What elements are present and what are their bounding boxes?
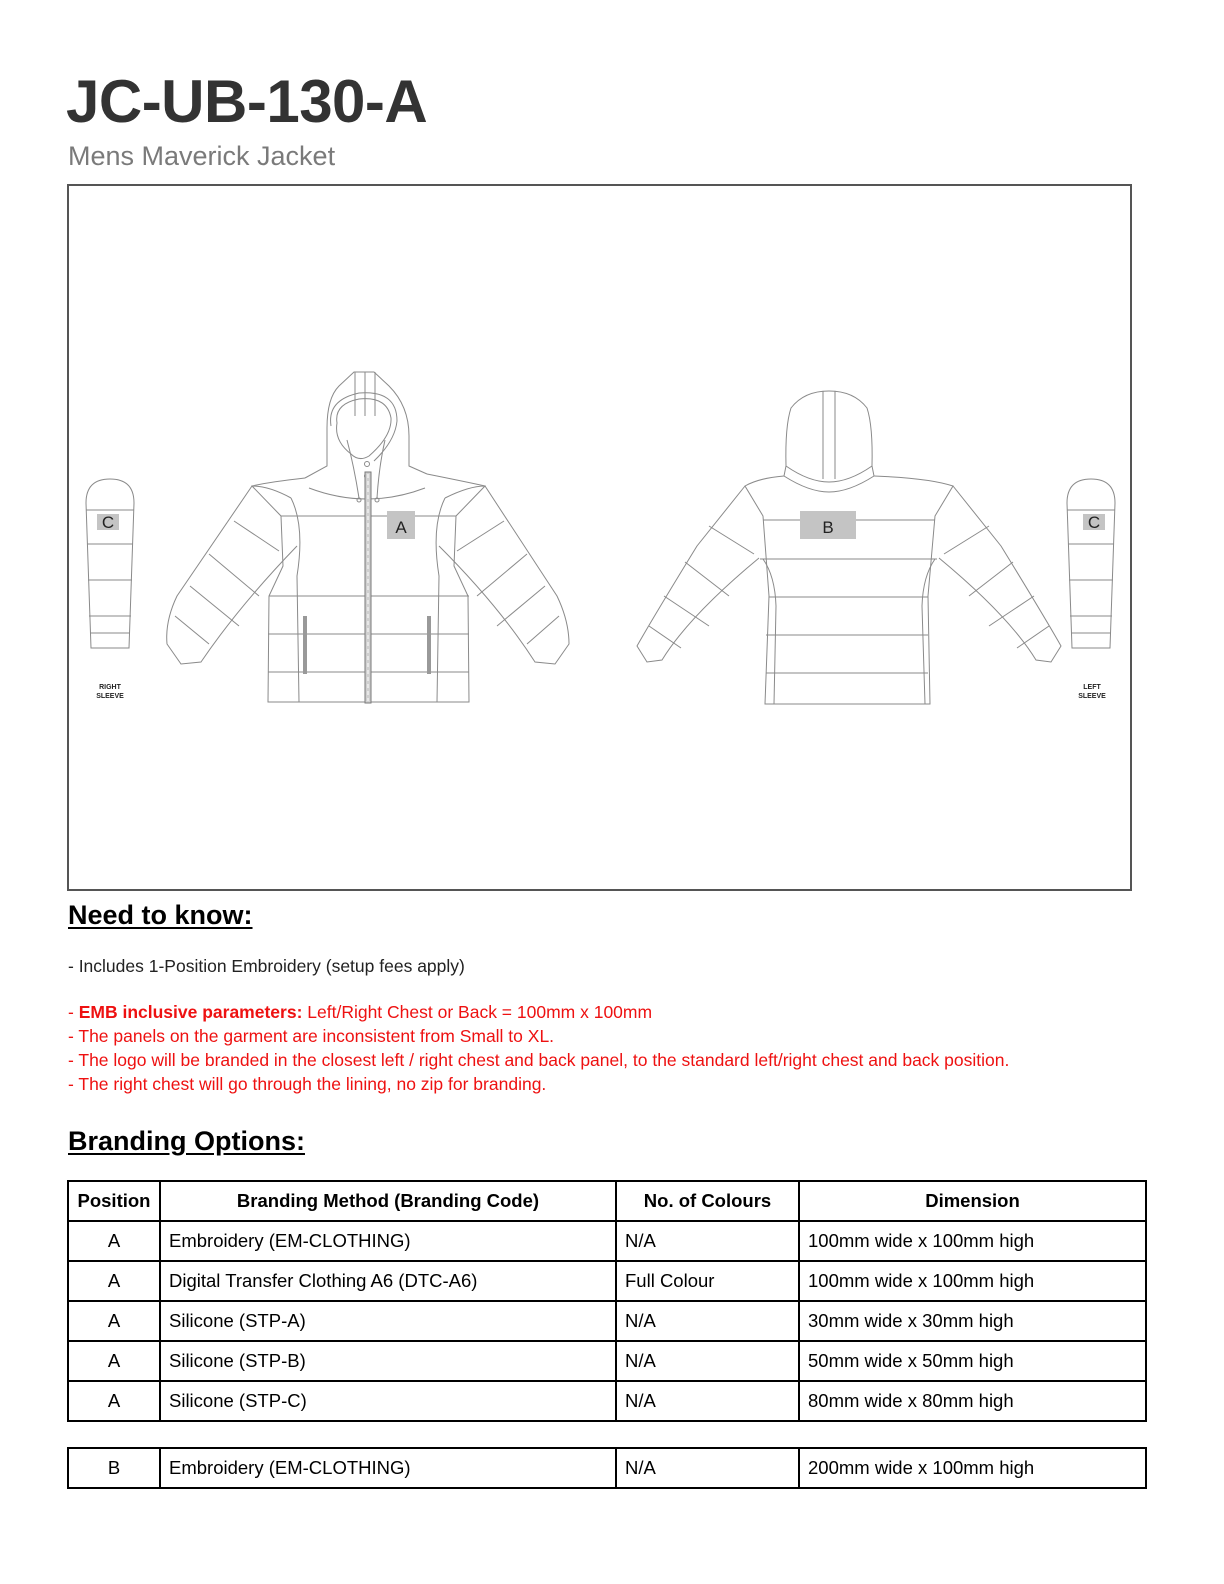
- table-header-row: [68, 1181, 1146, 1221]
- table-row: [68, 1261, 1146, 1301]
- column-header-dimension: Dimension: [799, 1181, 1146, 1221]
- right-pocket: [427, 616, 431, 674]
- cell-position: B: [68, 1448, 160, 1488]
- note-prefix: -: [68, 1002, 79, 1022]
- need-to-know-heading: Need to know:: [68, 900, 253, 930]
- cell-method: Embroidery (EM-CLOTHING): [160, 1448, 616, 1488]
- note-item-emb-parameters: [68, 1004, 652, 1022]
- note-item-panels: - The panels on the garment are inconsistent from Small to XL.: [68, 1026, 555, 1046]
- note-item-right-chest: - The right chest will go through the lining, no zip for branding.: [68, 1074, 547, 1094]
- cell-method: Embroidery (EM-CLOTHING): [160, 1221, 616, 1261]
- back-jacket-drawing: [637, 391, 1061, 704]
- cell-position: A: [68, 1381, 160, 1421]
- cell-position: A: [68, 1341, 160, 1381]
- cell-dimension: 100mm wide x 100mm high: [799, 1261, 1146, 1301]
- cell-colours: N/A: [616, 1341, 799, 1381]
- position-c-left-label: C: [1087, 513, 1101, 532]
- cell-position: A: [68, 1301, 160, 1341]
- jacket-technical-drawing: [69, 186, 1130, 889]
- column-header-position: Position: [68, 1181, 160, 1221]
- cell-dimension: 100mm wide x 100mm high: [799, 1221, 1146, 1261]
- cell-colours: N/A: [616, 1448, 799, 1488]
- cell-method: Silicone (STP-A): [160, 1301, 616, 1341]
- note-item-embroidery-included: - Includes 1-Position Embroidery (setup fees apply): [68, 956, 465, 976]
- column-header-colours: No. of Colours: [616, 1181, 799, 1221]
- right-sleeve-caption-1: RIGHT: [99, 684, 121, 691]
- note-bold-label: EMB inclusive parameters:: [78, 1002, 303, 1022]
- table-row: [68, 1301, 1146, 1341]
- branding-options-table: [67, 1180, 1147, 1422]
- position-b-label: B: [822, 518, 834, 537]
- left-sleeve-drawing: [1067, 479, 1115, 648]
- cell-method: Silicone (STP-C): [160, 1381, 616, 1421]
- table-row: [68, 1341, 1146, 1381]
- cell-dimension: 80mm wide x 80mm high: [799, 1381, 1146, 1421]
- cell-colours: N/A: [616, 1221, 799, 1261]
- left-pocket: [303, 616, 307, 674]
- position-a-label: A: [395, 518, 407, 537]
- table-row: [68, 1221, 1146, 1261]
- product-name-subtitle: Mens Maverick Jacket: [68, 141, 336, 171]
- cell-dimension: 200mm wide x 100mm high: [799, 1448, 1146, 1488]
- cell-colours: Full Colour: [616, 1261, 799, 1301]
- cell-position: A: [68, 1221, 160, 1261]
- branding-options-heading: Branding Options:: [68, 1126, 305, 1156]
- table-row: [68, 1381, 1146, 1421]
- cell-dimension: 50mm wide x 50mm high: [799, 1341, 1146, 1381]
- table-row: [68, 1448, 1146, 1488]
- cell-dimension: 30mm wide x 30mm high: [799, 1301, 1146, 1341]
- product-code-title: JC-UB-130-A: [66, 68, 428, 135]
- left-sleeve-caption-1: LEFT: [1083, 684, 1101, 691]
- right-sleeve-drawing: [86, 479, 134, 648]
- cell-position: A: [68, 1261, 160, 1301]
- column-header-method: Branding Method (Branding Code): [160, 1181, 616, 1221]
- cell-method: Silicone (STP-B): [160, 1341, 616, 1381]
- cell-method: Digital Transfer Clothing A6 (DTC-A6): [160, 1261, 616, 1301]
- branding-options-table-position-b: [67, 1447, 1147, 1489]
- note-text: Left/Right Chest or Back = 100mm x 100mm: [302, 1002, 653, 1022]
- cell-colours: N/A: [616, 1381, 799, 1421]
- right-sleeve-caption-2: SLEEVE: [96, 693, 124, 700]
- cell-colours: N/A: [616, 1301, 799, 1341]
- left-sleeve-caption-2: SLEEVE: [1078, 693, 1106, 700]
- garment-illustration-frame: [67, 184, 1132, 891]
- note-item-logo-position: - The logo will be branded in the closest left / right chest and back panel, to the standard left/right chest and back position.: [68, 1050, 1010, 1070]
- position-c-right-label: C: [101, 513, 115, 532]
